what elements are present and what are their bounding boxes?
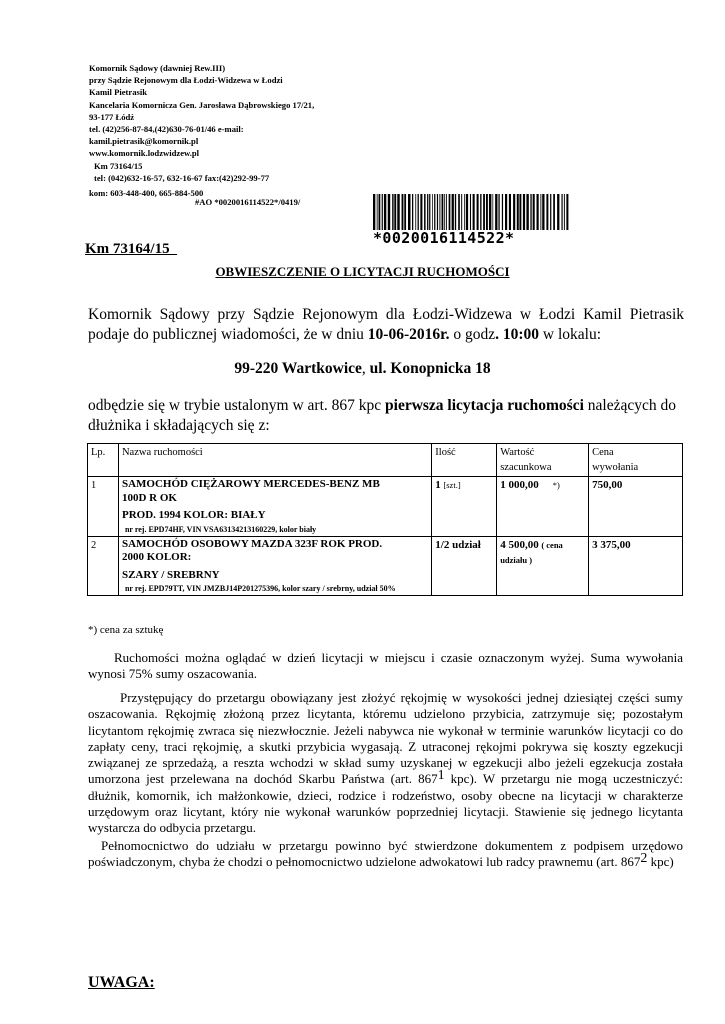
mode-text: odbędzie się w trybie ustalonym w art. 867 kpc [88,397,386,414]
header-name: Nazwa ruchomości [118,444,431,477]
items-table [87,443,683,596]
auction-date: 10-06-2016r. [367,326,450,343]
intro-paragraph [88,305,684,345]
item-registration: nr rej. EPD74HF, VIN VSA63134213160229, kolor biały [124,524,317,534]
item-name-line: SAMOCHÓD OSOBOWY MAZDA 323F ROK PROD. [121,537,383,550]
row-name [118,536,431,596]
item-qty-unit: [szt.] [443,480,461,490]
mode-paragraph [88,396,684,436]
row-value [497,477,589,537]
item-price: 3 375,00 [592,538,631,551]
address-street: ul. Konopnicka 18 [369,360,491,377]
item-name-line: PROD. 1994 KOLOR: BIAŁY [121,509,266,521]
table-row [88,536,683,596]
item-registration: nr rej. EPD79TT, VIN JMZBJ14P201275396, kolor szary / srebrny, udział 50% [124,584,396,593]
footnote-mark: 1 [437,768,445,784]
item-name-line: SAMOCHÓD CIĘŻAROWY MERCEDES-BENZ MB [121,478,380,490]
header-price-line: Cena [592,447,614,458]
footnote-mark: 2 [640,851,648,867]
item-value-note: *) [552,480,560,490]
case-number: Km 73164/15 [85,241,178,257]
auction-address [0,360,725,378]
ao-reference: #AO *0020016114522*/0419/ [195,197,301,207]
item-value: 1 000,00 [500,479,539,491]
page-title: OBWIESZCZENIE O LICYTACJI RUCHOMOŚCI [215,264,510,279]
deposit-text: Przystępujący do przetargu obowiązany jest złożyć rękojmię w wysokości jednej dziesiątej części sumy oszacowania. Rękojmię złożoną przez licytanta, któremu udzielono przybicia, zatrzymuje się; pozostałym licytantom rękojmię zwraca się niezwłocznie. Jeżeli nabywca nie wykonał w terminie warunków licytacji co do zapłaty ceny, traci rękojmię, a skutki przybicia wygasają. Z utraconej rękojmi pokrywa się koszty egzekucji związanej ze sprzedażą, a reszta wchodzi w skład sumy uzyskanej w egzekucji albo jeżeli egzekucja została umorzona jest przelewana na dochód Skarbu Państwa (art. 867 [88,690,683,787]
header-line: www.komornik.lodzwidzew.pl [89,148,200,159]
header-line: przy Sądzie Rejonowym dla Łodzi-Widzewa w Łodzi [89,75,283,86]
address-city: 99-220 Wartkowice [234,360,362,377]
row-lp: 1 [88,477,119,537]
proxy-text: Pełnomocnictwo do udziału w przetargu powinno być stwierdzone dokumentem z podpisem urzędowo poświadczonym, chyba że chodzi o pełnomocnictwo udzielone adwokatowi lub radcy prawnemu (art. 867 [88,838,683,870]
row-lp: 2 [88,536,119,596]
table-row [88,477,683,537]
header-value [497,444,589,477]
row-qty [432,536,497,596]
row-value [497,536,589,596]
header-value-line: szacunkowa [500,462,552,473]
intro-text: Komornik Sądowy przy Sądzie Rejonowym dla Łodzi-Widzewa w Łodzi Kamil Pietrasik podaje do publicznej wiadomości, że w dniu [88,306,684,343]
header-qty: Ilość [432,444,497,477]
auction-type: pierwsza licytacja ruchomości [385,397,584,414]
intro-text: o godz [449,326,496,343]
item-qty: 1/2 udział [435,538,481,551]
header-price-line: wywołania [592,462,639,473]
row-name [118,477,431,537]
header-line: 93-177 Łódź [89,111,135,122]
item-qty: 1 [435,479,441,491]
header-line: Kancelaria Komornicza Gen. Jarosława Dąbrowskiego 17/21, [89,99,315,110]
item-name-line: 2000 KOLOR: [121,551,192,563]
item-name-line: 100D R OK [121,491,177,504]
bailiff-header [89,62,314,199]
header-line: kom: 603-448-400, 665-884-500 [89,187,204,198]
barcode-number: *0020016114522* [373,229,515,247]
header-lp: Lp. [88,444,119,477]
address-separator: , [361,360,370,377]
barcode [373,194,569,230]
header-line: tel: (042)632-16-57, 632-16-67 fax:(42)292-99-77 [94,172,270,183]
proxy-paragraph [88,838,683,871]
row-price [589,536,683,596]
footnote: *) cena za sztukę [88,624,164,636]
header-line: kamil.pietrasik@komornik.pl [89,136,199,147]
row-price [589,477,683,537]
deposit-paragraph [88,690,683,837]
item-value-note: ( cena udziału ) [500,539,563,565]
header-line: Komornik Sądowy (dawniej Rew.III) [89,63,226,73]
item-value: 4 500,00 [500,538,539,551]
table-header-row [88,444,683,477]
header-line: Km 73164/15 [94,160,143,171]
mode-text: należących do dłużnika i składających się z: [88,397,676,434]
proxy-text: kpc) [647,854,674,870]
intro-text: w lokalu: [539,326,602,343]
auction-time: . 10:00 [495,326,540,343]
viewing-paragraph: Ruchomości można oglądać w dzień licytacji w miejscu i czasie oznaczonym wyżej. Suma wywołania wynosi 75% sumy oszacowania. [88,650,683,682]
uwaga-heading: UWAGA: [88,974,155,991]
item-name-line: SZARY / SREBRNY [121,568,220,581]
item-price: 750,00 [592,479,623,491]
header-price [589,444,683,477]
header-line: tel. (42)256-87-84,(42)630-76-01/46 e-mail: [89,123,244,134]
deposit-text: kpc). W przetargu nie mogą uczestniczyć: dłużnik, komornik, ich małżonkowie, dzieci, rodzice i rodzeństwo, osoby obecne na licytacji w charakterze urzędowym oraz licytant, który nie wykonał warunków poprzedniej licytacji. Stawienie się jednego licytanta wystarcza do odbycia przetargu. [88,771,684,836]
header-line: Kamil Pietrasik [89,87,147,98]
header-value-line: Wartość [500,447,535,458]
row-qty [432,477,497,537]
